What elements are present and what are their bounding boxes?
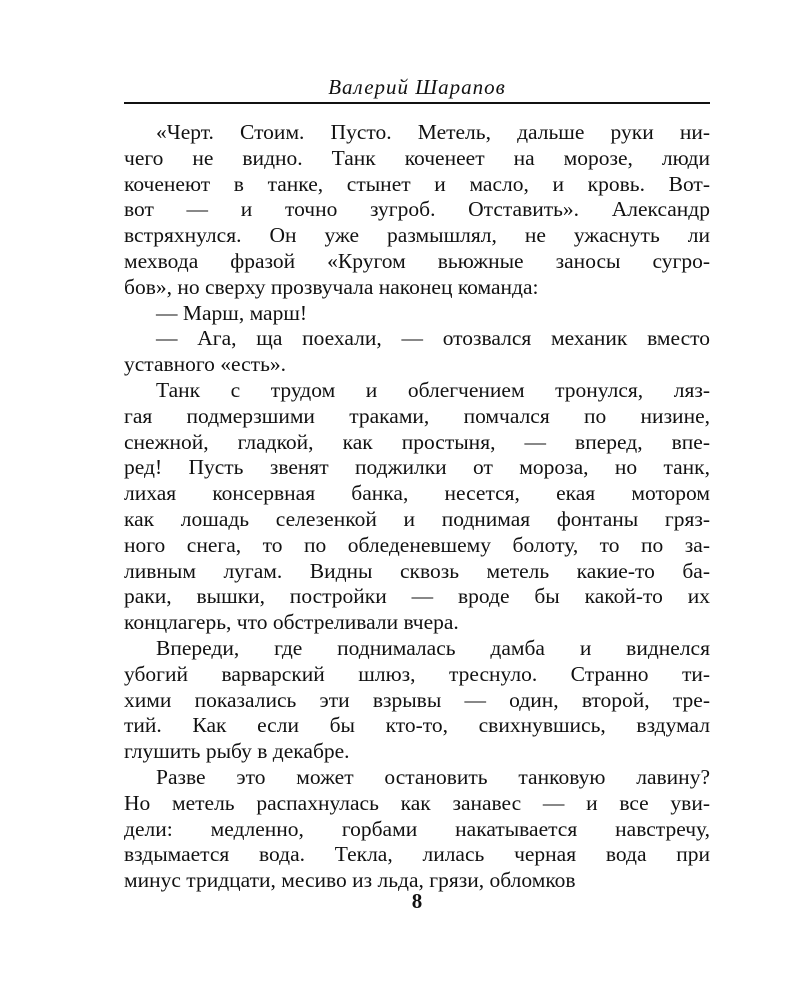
- header-rule: [124, 102, 710, 104]
- text-line: Разве это может остановить танковую лавину?: [156, 764, 710, 789]
- text-line: раки, вышки, постройки — вроде бы какой-то их: [124, 584, 710, 609]
- paragraph: [124, 326, 710, 378]
- text-line: бов», но сверху прозвучала наконец команда:: [124, 274, 539, 299]
- text-line: вздымается вода. Текла, лилась черная вода при: [124, 842, 710, 867]
- text-line: мехвода фразой «Кругом вьюжные заносы сугро-: [124, 248, 710, 273]
- running-head-author: Валерий Шарапов: [328, 75, 506, 99]
- text-line: лихая консервная банка, несется, екая мотором: [124, 481, 710, 506]
- paragraph: [124, 301, 710, 327]
- paragraph: [124, 765, 710, 894]
- text-line: минус тридцати, месиво из льда, грязи, обломков: [124, 868, 576, 893]
- text-line: чего не видно. Танк коченеет на морозе, люди: [124, 145, 710, 170]
- body-text: [124, 120, 710, 894]
- text-line: Танк с трудом и облегчением тронулся, ляз-: [156, 377, 710, 402]
- text-line: — Марш, марш!: [156, 300, 308, 325]
- text-line: тий. Как если бы кто-то, свихнувшись, вздумал: [124, 713, 710, 738]
- paragraph: [124, 636, 710, 765]
- text-line: — Ага, ща поехали, — отозвался механик вместо: [156, 326, 710, 351]
- text-line: встряхнулся. Он уже размышлял, не ужаснуть ли: [124, 223, 710, 248]
- text-line: глушить рыбу в декабре.: [124, 739, 350, 764]
- text-line: коченеют в танке, стынет и масло, и кровь. Вот-: [124, 171, 710, 196]
- text-line: Впереди, где поднималась дамба и виднелся: [156, 635, 710, 660]
- paragraph: [124, 120, 710, 301]
- text-line: ред! Пусть звенят поджилки от мороза, но танк,: [124, 455, 710, 480]
- text-line: убогий варварский шлюз, треснуло. Странно ти-: [124, 661, 710, 686]
- text-line: Но метель распахнулась как занавес — и все уви-: [124, 790, 710, 815]
- text-line: ливным лугам. Видны сквозь метель какие-то ба-: [124, 558, 710, 583]
- page-number: 8: [411, 889, 423, 913]
- text-line: дели: медленно, горбами накатывается навстречу,: [124, 816, 710, 841]
- text-line: уставного «есть».: [124, 352, 287, 377]
- text-line: хими показались эти взрывы — один, второй, тре-: [124, 687, 710, 712]
- text-line: вот — и точно зугроб. Отставить». Александр: [124, 197, 710, 222]
- text-line: как лошадь селезенкой и поднимая фонтаны гряз-: [124, 506, 710, 531]
- text-line: «Черт. Стоим. Пусто. Метель, дальше руки ни-: [156, 120, 710, 144]
- text-line: концлагерь, что обстреливали вчера.: [124, 610, 459, 635]
- text-line: ного снега, то по обледеневшему болоту, то по за-: [124, 532, 710, 557]
- text-line: снежной, гладкой, как простыня, — вперед, впе-: [124, 429, 710, 454]
- paragraph: [124, 378, 710, 636]
- text-line: гая подмерзшими траками, помчался по низине,: [124, 403, 710, 428]
